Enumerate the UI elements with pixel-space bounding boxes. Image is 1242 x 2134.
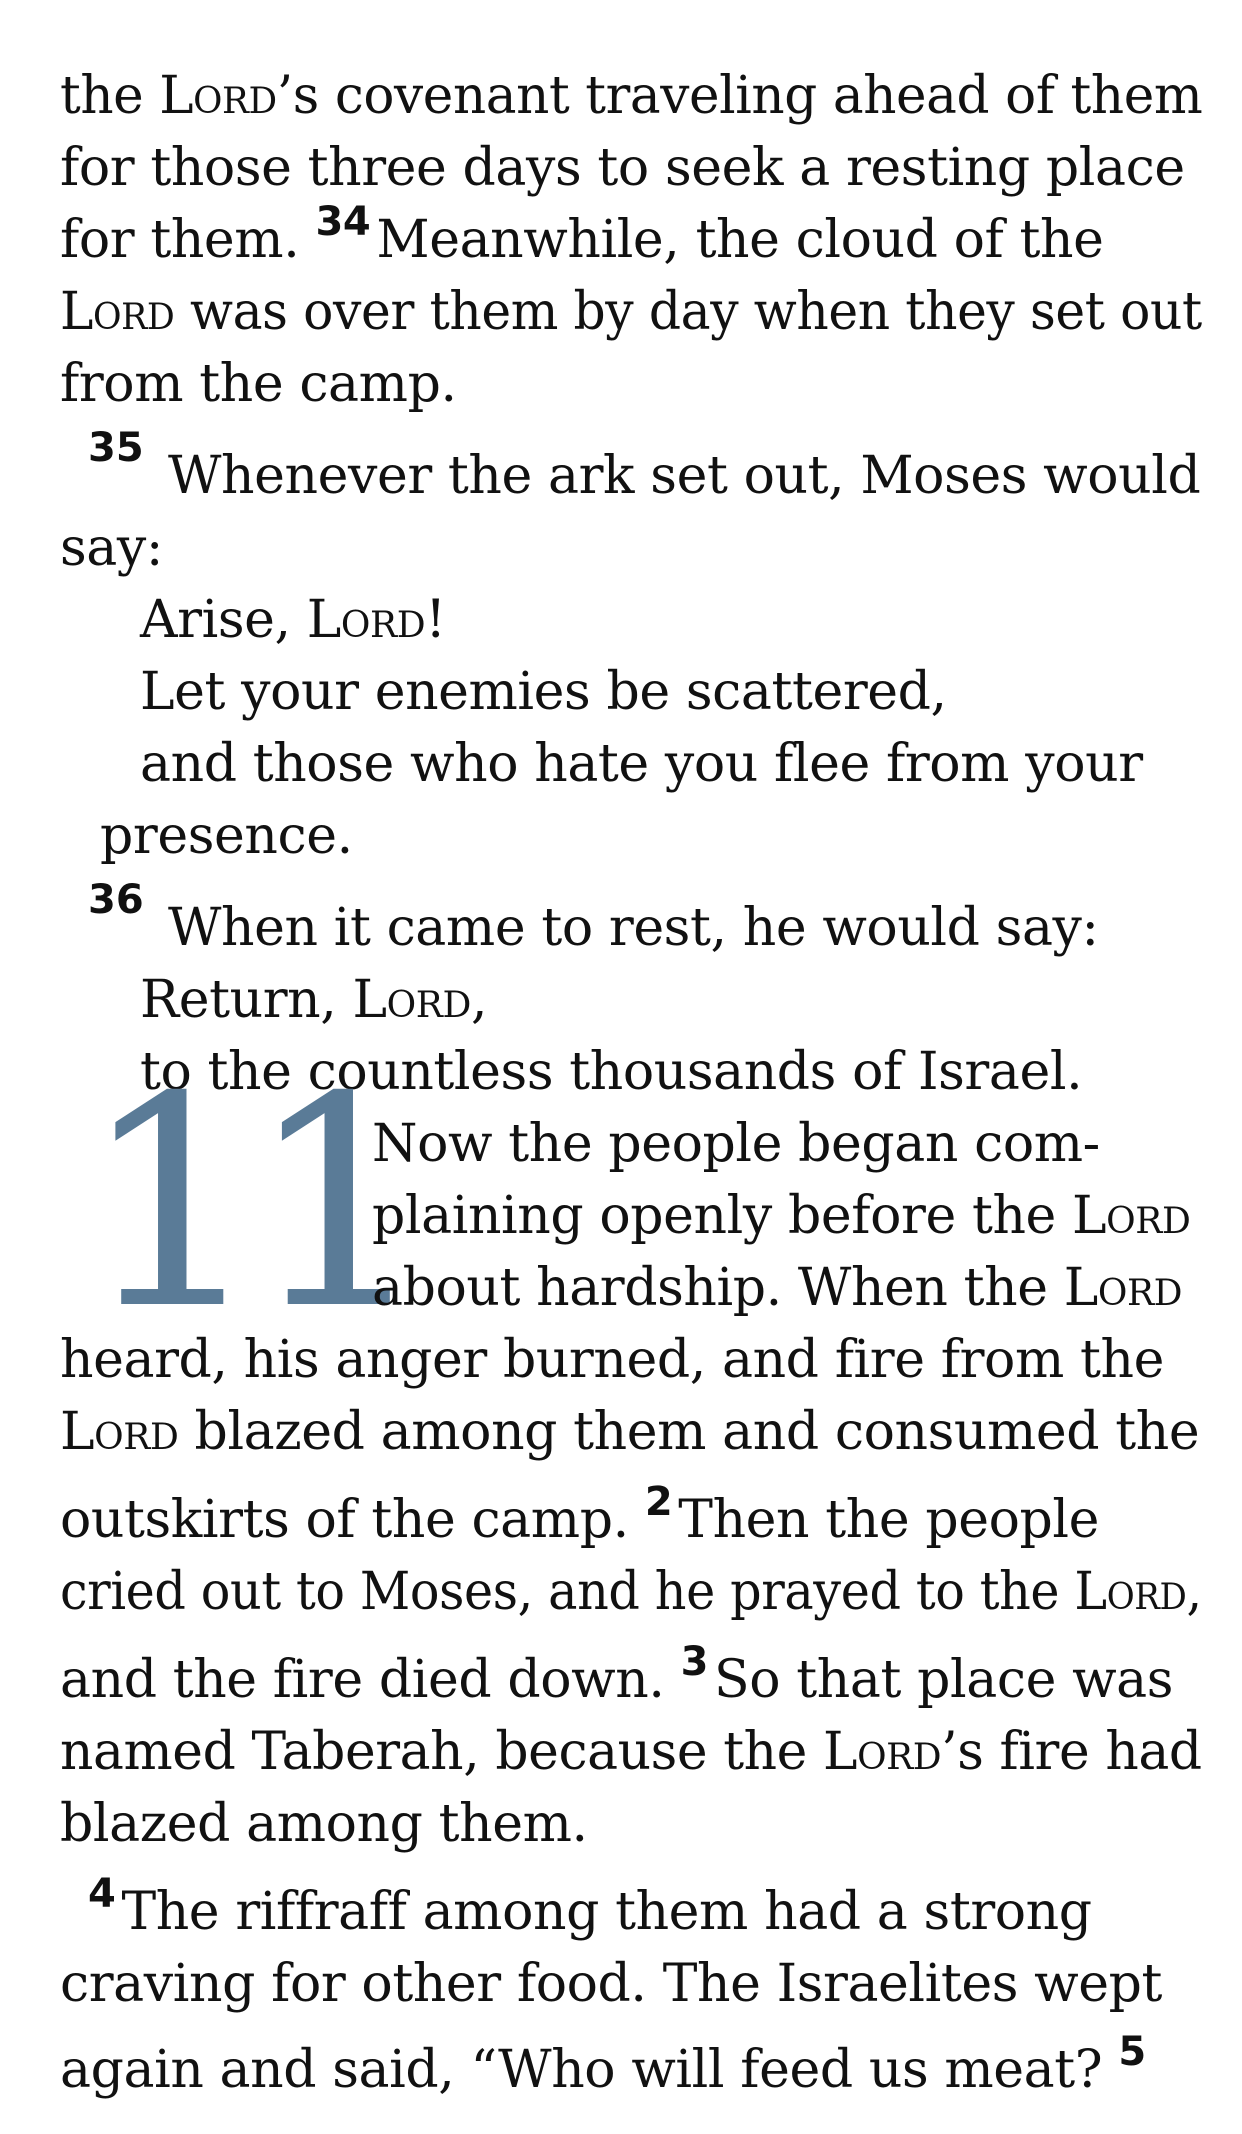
verse-number-2: 2 — [644, 1479, 673, 1525]
divine-name: Lord — [1074, 1562, 1187, 1622]
divine-name: Lord — [1063, 1258, 1183, 1318]
divine-name: Lord — [60, 282, 175, 342]
text-line: blazed among them. — [60, 1794, 588, 1854]
text-line: say: — [60, 518, 163, 578]
poetry-line: Return, Lord, — [140, 970, 488, 1030]
divine-name: Lord — [60, 1402, 179, 1462]
verse-number-34: 34 — [315, 199, 371, 245]
text-line: Lord was over them by day when they set out — [60, 282, 1202, 342]
text-line: heard, his anger burned, and fire from the — [60, 1330, 1164, 1390]
verse-number-3: 3 — [680, 1639, 709, 1685]
text-line: named Taberah, because the Lord’s fire had — [60, 1722, 1202, 1782]
poetry-line: presence. — [100, 806, 353, 866]
poetry-line: to the countless thousands of Israel. — [140, 1042, 1083, 1102]
text-line: outskirts of the camp. 2 Then the people — [60, 1484, 1099, 1556]
text-line: about hardship. When the Lord — [372, 1258, 1183, 1318]
text-line: for those three days to seek a resting place — [60, 138, 1185, 198]
verse-number-4: 4 — [88, 1871, 116, 1917]
divine-name: Lord — [306, 590, 426, 650]
poetry-line: and those who hate you flee from your — [140, 734, 1143, 794]
text-line: and the fire died down. 3 So that place was — [60, 1644, 1173, 1716]
divine-name: Lord — [159, 66, 277, 126]
text-line: for them. 34 Meanwhile, the cloud of the — [60, 204, 1103, 276]
poetry-line: Let your enemies be scattered, — [140, 662, 947, 722]
text-line: the Lord’s covenant traveling ahead of them — [60, 66, 1203, 126]
text-line: craving for other food. The Israelites wept — [60, 1954, 1163, 2014]
divine-name: Lord — [823, 1722, 942, 1782]
poetry-line: Arise, Lord! — [140, 590, 446, 650]
text-line: Whenever the ark set out, Moses would — [168, 446, 1201, 506]
verse-number-36: 36 — [88, 877, 144, 923]
text-line: from the camp. — [60, 354, 457, 414]
text-line: When it came to rest, he would say: — [168, 898, 1099, 958]
text-line: 4 The riffraff among them had a strong — [88, 1876, 1092, 1948]
divine-name: Lord — [1072, 1186, 1191, 1246]
verse-number-5: 5 — [1118, 2029, 1146, 2075]
divine-name: Lord — [352, 970, 471, 1030]
text-line: again and said, “Who will feed us meat? 5 — [60, 2034, 1152, 2106]
text-line: Lord blazed among them and consumed the — [60, 1402, 1200, 1462]
text-line: plaining openly before the Lord — [372, 1186, 1191, 1246]
text-line: Now the people began com- — [372, 1114, 1100, 1174]
verse-number-35: 35 — [88, 425, 144, 471]
chapter-number: 11 — [80, 1036, 414, 1373]
text-line: cried out to Moses, and he prayed to the Lord, — [60, 1562, 1202, 1622]
